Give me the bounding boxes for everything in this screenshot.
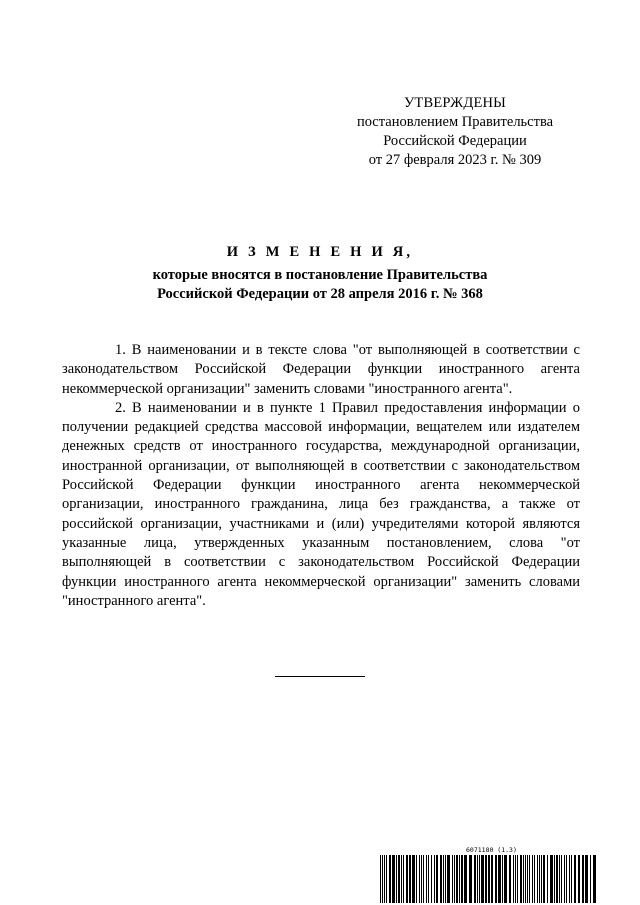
paragraph-1: 1. В наименовании и в тексте слова "от выполняющей в соответствии с законодательством Российской Федерации функции иностранного агента некоммерческой организации" заменить словами "иностранного агента". (62, 342, 580, 397)
approval-line-2: Российской Федерации (383, 133, 527, 149)
paragraph-2: 2. В наименовании и в пункте 1 Правил предоставления информации о получении редакцией средства массовой информации, вещателем или издателем денежных средств от иностранного государства, международной организации, иностранной организации, от выполняющей в соответствии с законодательством Российской Федерации функции иностранного агента некоммерческой организации, иностранного гражданина, лица без гражданства, а также от российской организации, участниками и (или) учредителями которой являются указанные лица, утвержденных указанным постановлением, слова "от выполняющей в соответствии с законодательством Российской Федерации функции иностранного агента некоммерческой организации" заменить словами "иностранного агента". (62, 399, 580, 609)
document-body (62, 341, 580, 611)
subtitle-line-2: Российской Федерации от 28 апреля 2016 г. № 368 (157, 286, 483, 302)
approval-line-3: от 27 февраля 2023 г. № 309 (368, 152, 542, 168)
subtitle-line-1: которые вносятся в постановление Правительства (152, 267, 488, 283)
barcode-code-text: 6071180 (1.3) (466, 846, 517, 854)
approval-block (340, 94, 570, 170)
barcode-image (380, 855, 596, 903)
approval-line-1: постановлением Правительства (356, 114, 554, 130)
document-title: И З М Е Н Е Н И Я, (226, 244, 414, 260)
end-separator-line (275, 676, 365, 677)
approval-heading: УТВЕРЖДЕНЫ (403, 95, 507, 111)
barcode-block (380, 846, 596, 903)
document-subtitle (60, 266, 580, 304)
